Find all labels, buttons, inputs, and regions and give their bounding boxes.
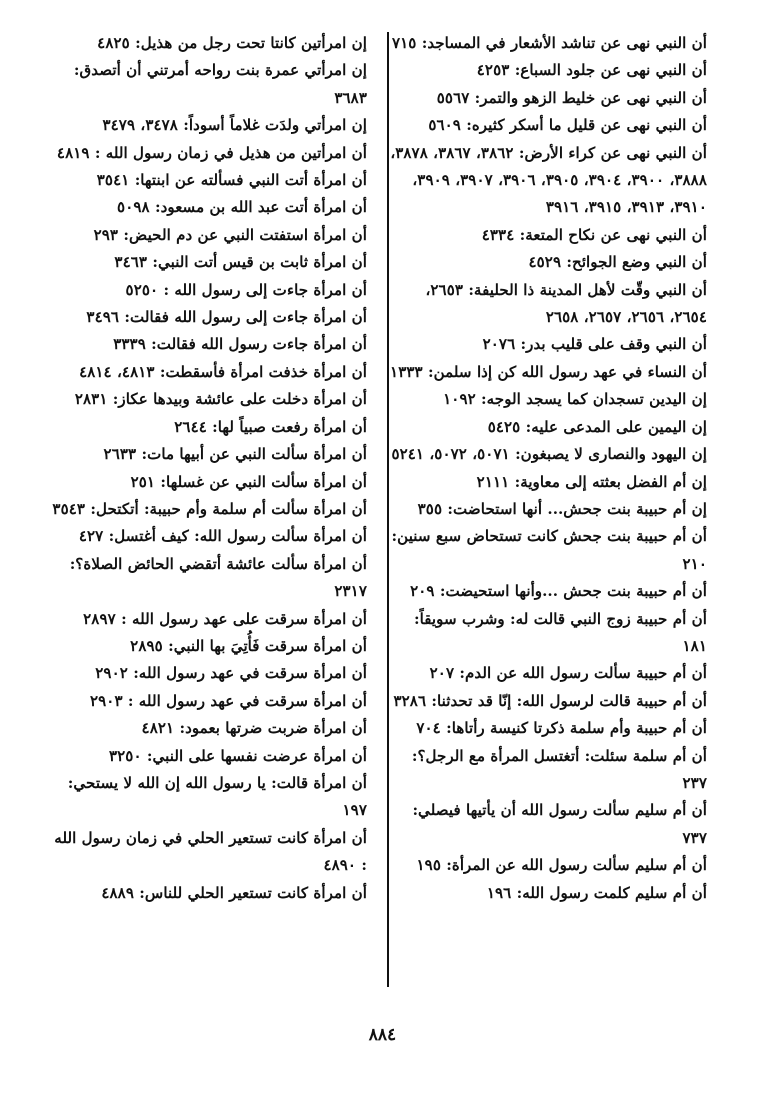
index-entry: أن أم حبيبة سألت رسول الله عن الدم: ٢٠٧ — [429, 664, 707, 683]
index-entry: أن امرأة رفعت صبياً لها: ٢٦٤٤ — [174, 417, 367, 436]
index-entry: إن اليمين على المدعى عليه: ٥٤٢٥ — [487, 417, 707, 436]
index-entry: أن امرأة جاءت رسول الله فقالت: ٣٣٣٩ — [113, 335, 367, 354]
index-entry: أن امرأة سرقت في عهد رسول الله: ٢٩٠٢ — [95, 664, 367, 683]
index-entry: إن امرأتي ولدَت غلاماً أسوداً: ٣٤٧٨، ٣٤٧٩ — [102, 116, 367, 135]
index-entry: أن امرأة سألت رسول الله: كيف أغتسل: ٤٢٧ — [78, 527, 367, 546]
index-entry: أن امرأة سرقت على عهد رسول الله : ٢٨٩٧ — [83, 609, 367, 628]
page-number: ٨٨٤ — [368, 1025, 397, 1045]
index-column-left — [47, 30, 367, 907]
index-column-right — [387, 30, 707, 907]
index-entry: أن امرأة سرقت فَأُتِيَ بها النبي: ٢٨٩٥ — [130, 636, 367, 655]
index-entry: إن امرأتين كانتا تحت رجل من هذيل: ٤٨٢٥ — [97, 34, 367, 52]
index-entry: أن النبي وضع الجوائح: ٤٥٢٩ — [528, 253, 707, 272]
index-entry: أن أم حبيبة بنت جحش كانت تستحاض سبع سنين: ٢١٠ — [391, 527, 707, 573]
index-entry: إن اليهود والنصارى لا يصبغون: ٥٠٧١، ٥٠٧٢، ٥٢٤١ — [391, 445, 707, 464]
index-entry: إن اليدين تسجدان كما يسجد الوجه: ١٠٩٢ — [443, 390, 707, 409]
index-entry: أن أم حبيبة بنت جحش ...وأنها استحيضت: ٢٠٩ — [410, 582, 707, 601]
index-entry: أن امرأة سألت النبي عن أبيها مات: ٢٦٣٣ — [103, 445, 367, 464]
index-entry: أن النبي نهى عن قليل ما أسكر كثيره: ٥٦٠٩ — [428, 116, 707, 135]
index-entry: أن امرأة كانت تستعير الحلي للناس: ٤٨٨٩ — [101, 883, 367, 902]
index-entry: أن امرأة أتت عبد الله بن مسعود: ٥٠٩٨ — [117, 198, 367, 217]
column-divider — [387, 32, 389, 987]
index-entry: أن امرأة دخلت على عائشة وبيدها عكاز: ٢٨٣١ — [74, 390, 367, 409]
index-entry: أن امرأتين من هذيل في زمان رسول الله : ٤٨١٩ — [56, 143, 367, 162]
index-entry: أن امرأة خذفت امرأة فأسقطت: ٤٨١٣، ٤٨١٤ — [79, 362, 367, 381]
index-entry: أن امرأة أتت النبي فسألته عن ابنتها: ٣٥٤١ — [96, 171, 367, 190]
index-entry: أن النبي نهى عن نكاح المتعة: ٤٣٣٤ — [481, 225, 707, 244]
index-entry: أن امرأة جاءت إلى رسول الله فقالت: ٣٤٩٦ — [86, 308, 367, 327]
index-entry: أن أم سليم سألت رسول الله عن المرأة: ١٩٥ — [416, 856, 707, 875]
index-entry: أن أم سليم سألت رسول الله أن يأتيها فيصلي: ٧٣٧ — [412, 801, 707, 847]
index-entry: أن امرأة ثابت بن قيس أتت النبي: ٣٤٦٣ — [114, 253, 367, 272]
index-entry: أن النبي نهى عن كراء الأرض: ٣٨٦٢، ٣٨٦٧، ٣٨٧٨، ٣٨٨٨، ٣٩٠٠، ٣٩٠٤، ٣٩٠٥، ٣٩٠٦، ٣٩٠٧، ٣٩٠٩، ٣٩١٠، ٣٩١٣، ٣٩١٥، ٣٩١٦ — [390, 143, 707, 217]
index-entry: إن أم حبيبة بنت جحش... أنها استحاضت: ٣٥٥ — [417, 499, 707, 518]
index-entry: أن النساء في عهد رسول الله كن إذا سلمن: ١٣٣٣ — [390, 362, 707, 381]
index-entry: أن امرأة عرضت نفسها على النبي: ٣٢٥٠ — [108, 746, 367, 765]
index-entry: أن أم حبيبة زوج النبي قالت له: وشرب سويقاً: ١٨١ — [414, 609, 707, 655]
index-entry: أن النبي وقّت لأهل المدينة ذا الحليفة: ٢٦٥٣، ٢٦٥٤، ٢٦٥٦، ٢٦٥٧، ٢٦٥٨ — [425, 280, 707, 327]
index-entry: أن النبي وقف على قليب بدر: ٢٠٧٦ — [482, 335, 707, 354]
index-entry: أن امرأة استفتت النبي عن دم الحيض: ٢٩٣ — [93, 225, 367, 244]
index-entry: أن امرأة سرقت في عهد رسول الله : ٢٩٠٣ — [89, 691, 367, 710]
index-entry: أن أم حبيبة قالت لرسول الله: إنّا قد تحدثنا: ٣٢٨٦ — [393, 691, 707, 710]
index-entry: أن امرأة قالت: يا رسول الله إن الله لا يستحي: ١٩٧ — [67, 773, 367, 820]
index-entry: أن أم سلمة سئلت: أتغتسل المرأة مع الرجل؟: ٢٣٧ — [411, 746, 707, 792]
index-entry: أن امرأة سألت أم سلمة وأم حبيبة: أتكتحل: ٣٥٤٣ — [52, 499, 367, 518]
index-entry: أن أم سليم كلمت رسول الله: ١٩٦ — [486, 883, 707, 902]
index-entry: إن أم الفضل بعثته إلى معاوية: ٢١١١ — [476, 472, 707, 491]
index-entry: أن أم حبيبة وأم سلمة ذكرتا كنيسة رأتاها: ٧٠٤ — [416, 719, 707, 738]
index-entry: أن امرأة سألت عائشة أتقضي الحائض الصلاة؟: ٢٣١٧ — [69, 554, 367, 601]
index-entry: أن امرأة سألت النبي عن غسلها: ٢٥١ — [130, 472, 367, 491]
index-entry: أن النبي نهى عن خليط الزهو والتمر: ٥٥٦٧ — [436, 88, 707, 107]
index-entry: أن النبي نهى عن تناشد الأشعار في المساجد: ٧١٥ — [391, 34, 707, 52]
index-entry: إن امرأتي عمرة بنت رواحه أمرتني أن أتصدق: ٣٦٨٣ — [73, 61, 367, 107]
index-entry: أن امرأة جاءت إلى رسول الله : ٥٢٥٠ — [125, 280, 367, 299]
index-entry: أن امرأة ضربت ضرتها بعمود: ٤٨٢١ — [141, 719, 367, 738]
index-entry: أن امرأة كانت تستعير الحلي في زمان رسول الله : ٤٨٩٠ — [54, 828, 367, 875]
index-entry: أن النبي نهى عن جلود السباع: ٤٢٥٣ — [476, 61, 707, 80]
